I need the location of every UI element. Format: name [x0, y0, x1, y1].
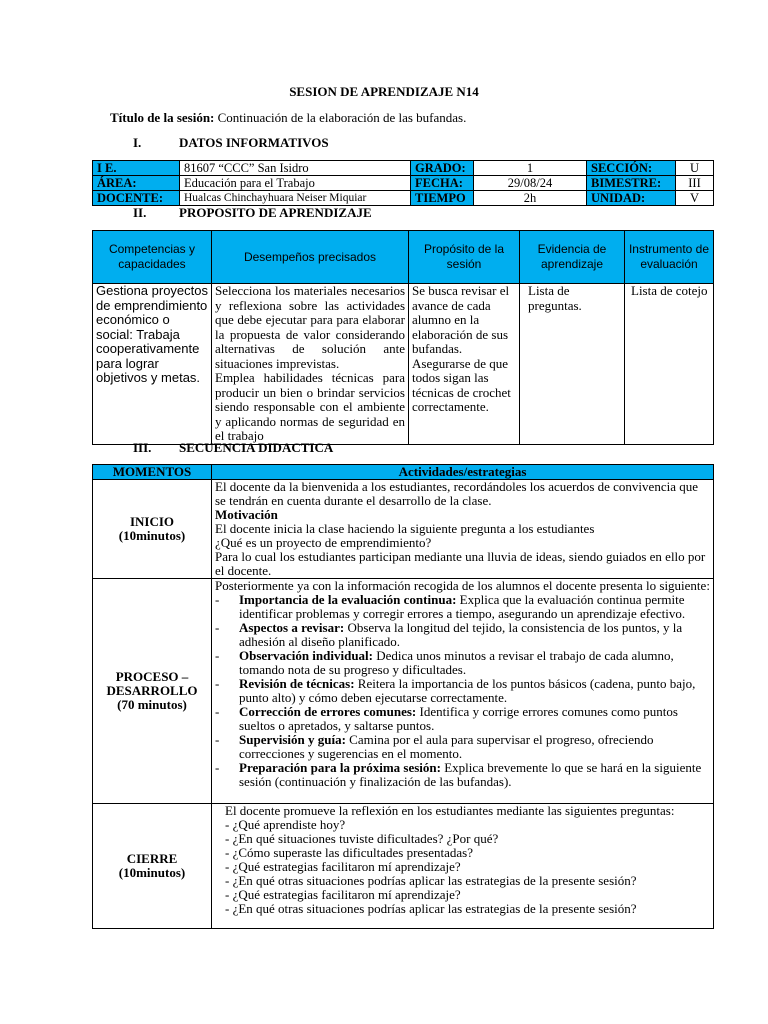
- proceso-activities: [212, 579, 714, 804]
- item-bold: Preparación para la próxima sesión:: [239, 760, 441, 775]
- bimestre-value: III: [676, 176, 714, 191]
- section-3-heading: [133, 440, 333, 456]
- session-title-value: Continuación de la elaboración de las bufandas.: [214, 110, 467, 125]
- list-item: [215, 677, 710, 705]
- desempenos-cell: [212, 284, 409, 445]
- list-item: - ¿Qué estrategias facilitaron mí aprendizaje?: [225, 887, 461, 902]
- section-1-number: I.: [133, 135, 142, 150]
- motivacion-heading: Motivación: [215, 507, 278, 522]
- cierre-intro: El docente promueve la reflexión en los estudiantes mediante las siguientes preguntas:: [225, 803, 675, 818]
- section-2-title: PROPOSITO DE APRENDIZAJE: [179, 205, 372, 220]
- proceso-list: [215, 593, 710, 789]
- tiempo-value: 2h: [474, 191, 587, 206]
- section-2-number: II.: [133, 205, 147, 220]
- item-text: Camina por el aula para supervisar el progreso, ofreciendo correcciones y sugerencias en el momento.: [239, 732, 654, 761]
- item-text: Dedica unos minutos a revisar el trabajo de cada alumno, tomando nota de su progreso y dificultades.: [239, 648, 674, 677]
- sequence-table: [92, 464, 714, 929]
- inicio-p4: Para lo cual los estudiantes participan mediante una lluvia de ideas, siendo guiados en ello por el docente.: [215, 549, 706, 578]
- item-text: Explica que la evaluación continua permite identificar problemas y corregir errores a tiempo, asegurando un aprendizaje efectivo.: [239, 592, 686, 621]
- section-1-heading: [133, 135, 329, 151]
- header-instrumento: Instrumento de evaluación: [625, 231, 714, 284]
- info-row: [93, 191, 714, 206]
- sequence-header-row: [93, 465, 714, 480]
- proceso-label-2: DESARROLLO: [106, 683, 198, 698]
- seccion-label: SECCIÓN:: [587, 161, 676, 176]
- session-title: [110, 110, 466, 126]
- item-text: Explica brevemente lo que se hará en la siguiente sesión (continuación y finalización de las bufandas).: [239, 760, 702, 789]
- inicio-moment: [93, 480, 212, 579]
- header-momentos: MOMENTOS: [93, 465, 212, 480]
- ie-value: 81607 “CCC” San Isidro: [180, 161, 411, 176]
- item-bold: Revisión de técnicas:: [239, 676, 355, 691]
- item-bold: Observación individual:: [239, 648, 373, 663]
- list-item: - ¿En qué otras situaciones podrías aplicar las estrategias de la presente sesión?: [225, 901, 637, 916]
- header-competencias: Competencias y capacidades: [93, 231, 212, 284]
- section-3-number: III.: [133, 440, 152, 455]
- header-proposito: Propósito de la sesión: [409, 231, 520, 284]
- proceso-moment: [93, 579, 212, 804]
- proposito-2: Asegurarse de que todos sigan las técnicas de crochet correctamente.: [412, 355, 511, 414]
- purpose-row: [93, 284, 714, 445]
- list-item: - ¿Qué aprendiste hoy?: [225, 817, 346, 832]
- instrumento-cell: Lista de cotejo: [625, 284, 714, 445]
- inicio-p1: El docente da la bienvenida a los estudiantes, recordándoles los acuerdos de convivencia que se tendrán en cuenta durante el desarrollo de la clase.: [215, 479, 698, 508]
- seccion-value: U: [676, 161, 714, 176]
- list-item: [215, 705, 710, 733]
- unidad-value: V: [676, 191, 714, 206]
- inicio-activities: [212, 480, 714, 579]
- proceso-time: (70 minutos): [117, 697, 187, 712]
- area-value: Educación para el Trabajo: [180, 176, 411, 191]
- proceso-label-1: PROCESO –: [115, 669, 189, 684]
- grado-label: GRADO:: [411, 161, 474, 176]
- ie-label: I E.: [93, 161, 180, 176]
- info-table: [92, 160, 714, 206]
- session-title-label: Título de la sesión:: [110, 110, 215, 125]
- list-item: [215, 761, 710, 789]
- list-item: - ¿En qué otras situaciones podrías aplicar las estrategias de la presente sesión?: [225, 873, 637, 888]
- info-row: [93, 176, 714, 191]
- proceso-row: [93, 579, 714, 804]
- section-3-title: SECUENCIA DIDACTICA: [179, 440, 334, 455]
- inicio-p2: El docente inicia la clase haciendo la siguiente pregunta a los estudiantes: [215, 521, 595, 536]
- item-bold: Importancia de la evaluación continua:: [239, 592, 457, 607]
- inicio-row: [93, 480, 714, 579]
- cierre-time: (10minutos): [118, 865, 186, 880]
- fecha-value: 29/08/24: [474, 176, 587, 191]
- item-bold: Aspectos a revisar:: [239, 620, 345, 635]
- fecha-label: FECHA:: [411, 176, 474, 191]
- cierre-activities: [212, 804, 714, 929]
- list-item: [215, 621, 710, 649]
- item-text: Identifica y corrige errores comunes como puntos sueltos o apretados, y saltarse puntos.: [239, 704, 678, 733]
- list-item: - ¿Cómo superaste las dificultades presentadas?: [225, 845, 473, 860]
- header-evidencia: Evidencia de aprendizaje: [520, 231, 625, 284]
- bimestre-label: BIMESTRE:: [587, 176, 676, 191]
- inicio-label: INICIO: [129, 514, 175, 529]
- info-row: [93, 161, 714, 176]
- inicio-time: (10minutos): [118, 528, 186, 543]
- tiempo-label: TIEMPO: [411, 191, 474, 206]
- proceso-intro: Posteriormente ya con la información recogida de los alumnos el docente presenta lo siguiente:: [215, 578, 710, 593]
- cierre-moment: [93, 804, 212, 929]
- unidad-label: UNIDAD:: [587, 191, 676, 206]
- item-text: Observa la longitud del tejido, la consistencia de los puntos, y la adhesión al diseño planificado.: [239, 620, 683, 649]
- desempeno-2: Emplea habilidades técnicas para producir un bien o brindar servicios siendo responsable con el ambiente y aplicando normas de seguridad en el trabajo: [215, 370, 405, 443]
- item-bold: Corrección de errores comunes:: [239, 704, 417, 719]
- list-item: - ¿Qué estrategias facilitaron mí aprendizaje?: [225, 859, 461, 874]
- document-title: SESION DE APRENDIZAJE N14: [289, 84, 479, 99]
- list-item: - ¿En qué situaciones tuviste dificultades? ¿Por qué?: [225, 831, 499, 846]
- proposito-cell: [409, 284, 520, 445]
- area-label: ÁREA:: [93, 176, 180, 191]
- docente-value: Hualcas Chinchayhuara Neiser Miquiar: [180, 191, 411, 206]
- header-desempenos: Desempeños precisados: [212, 231, 409, 284]
- desempeno-1: Selecciona los materiales necesarios y reflexiona sobre las actividades que debe ejecutar para para elaborar la propuesta de valor considerando alternativas de solución ante situaciones imprevistas.: [215, 283, 405, 371]
- docente-label: DOCENTE:: [93, 191, 180, 206]
- grado-value: 1: [474, 161, 587, 176]
- item-bold: Supervisión y guía:: [239, 732, 346, 747]
- competencia-cell: Gestiona proyectos de emprendimiento económico o social: Trabaja cooperativamente para lograr objetivos y metas.: [93, 284, 212, 445]
- header-actividades: Actividades/estrategias: [212, 465, 714, 480]
- purpose-table: [92, 230, 714, 445]
- purpose-header-row: [93, 231, 714, 284]
- list-item: [215, 733, 710, 761]
- cierre-questions: [215, 818, 710, 916]
- proposito-1: Se busca revisar el avance de cada alumno en la elaboración de sus bufandas.: [412, 283, 510, 356]
- evidencia-cell: Lista de preguntas.: [520, 284, 625, 445]
- section-1-title: DATOS INFORMATIVOS: [179, 135, 329, 150]
- list-item: [215, 593, 710, 621]
- item-text: Reitera la importancia de los puntos básicos (cadena, punto bajo, punto alto) y cómo deben ejecutarse correctamente.: [239, 676, 696, 705]
- cierre-label: CIERRE: [126, 851, 178, 866]
- section-2-heading: [133, 205, 372, 221]
- cierre-row: [93, 804, 714, 929]
- list-item: [215, 649, 710, 677]
- inicio-p3: ¿Qué es un proyecto de emprendimiento?: [215, 535, 432, 550]
